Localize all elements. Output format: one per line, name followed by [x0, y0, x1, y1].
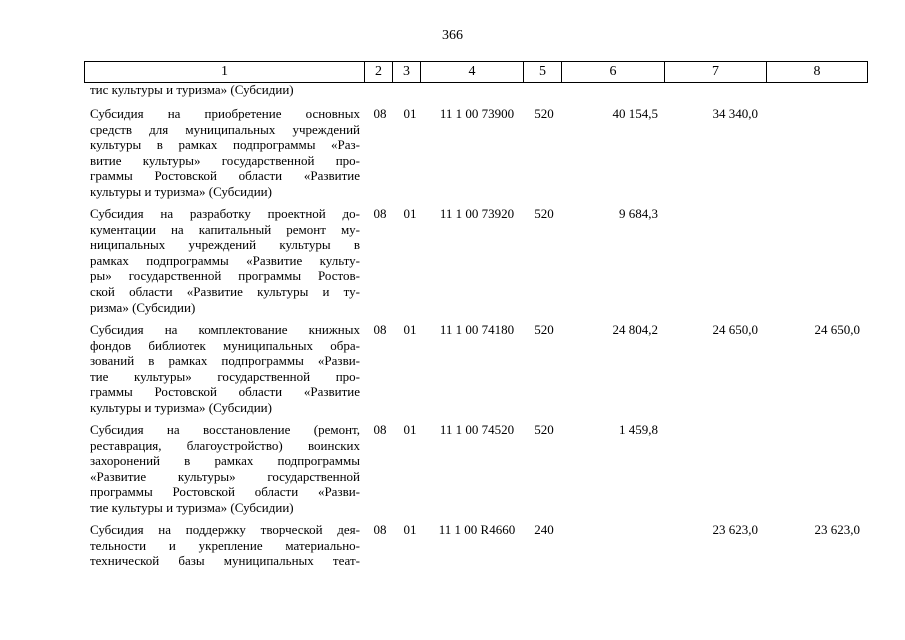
amount-column-7: 24 650,0: [712, 322, 758, 337]
column-header-3: 3: [393, 62, 421, 83]
description-line: ризма» (Субсидии): [90, 299, 196, 315]
row-description: [90, 206, 360, 315]
target-article-code: 11 1 00 74180: [439, 322, 515, 337]
amount-column-8: 24 650,0: [814, 322, 860, 337]
section-code: 08: [373, 106, 387, 121]
section-code: 08: [373, 522, 387, 537]
description-line: культуры в рамках подпрограммы «Раз-: [90, 137, 360, 153]
description-line: ниципальных учреждений культуры в: [90, 237, 360, 253]
description-line: культуры и туризма» (Субсидии): [90, 183, 272, 199]
expense-type-code: 240: [534, 522, 554, 537]
column-header-2: 2: [365, 62, 393, 83]
description-line: ской области «Развитие культуры и ту-: [90, 283, 360, 299]
description-line: зований в рамках подпрограммы «Разви-: [90, 353, 360, 369]
target-article-code: 11 1 00 73900: [439, 106, 515, 121]
target-article-code: 11 1 00 73920: [439, 206, 515, 221]
description-line: фондов библиотек муниципальных обра-: [90, 337, 360, 353]
row-description: [90, 422, 360, 516]
description-line: «Развитие культуры» государственной: [90, 468, 360, 484]
description-line: захоронений в рамках подпрограммы: [90, 453, 360, 469]
description-line: граммы Ростовской области «Развитие: [90, 384, 360, 400]
subsection-code: 01: [403, 106, 417, 121]
amount-column-8: 23 623,0: [814, 522, 860, 537]
column-header-1: 1: [85, 62, 365, 83]
amount-column-7: 23 623,0: [712, 522, 758, 537]
description-line: программы Ростовской области «Разви-: [90, 484, 360, 500]
description-line: граммы Ростовской области «Развитие: [90, 168, 360, 184]
amount-column-6: 40 154,5: [612, 106, 658, 121]
description-line: Субсидия на поддержку творческой дея-: [90, 522, 360, 537]
subsection-code: 01: [403, 422, 417, 437]
expense-type-code: 520: [534, 206, 554, 221]
subsection-code: 01: [403, 522, 417, 537]
expense-type-code: 520: [534, 106, 554, 121]
description-line: витие культуры» государственной про-: [90, 152, 360, 168]
row-description: [90, 522, 360, 569]
description-line: ры» государственной программы Ростов-: [90, 268, 360, 284]
column-header-7: 7: [665, 62, 767, 83]
column-header-4: 4: [421, 62, 524, 83]
expense-type-code: 520: [534, 422, 554, 437]
row-description: [90, 106, 360, 200]
target-article-code: 11 1 00 74520: [439, 422, 515, 437]
description-line: рамках подпрограммы «Развитие культу-: [90, 252, 360, 268]
row-description: [90, 322, 360, 416]
section-code: 08: [373, 322, 387, 337]
column-header-8: 8: [767, 62, 868, 83]
column-header-5: 5: [524, 62, 562, 83]
description-line: Субсидия на разработку проектной до-: [90, 206, 360, 221]
description-line: тие культуры» государственной про-: [90, 368, 360, 384]
column-header-table: [84, 61, 868, 83]
description-line: Субсидия на восстановление (ремонт,: [90, 422, 360, 437]
section-code: 08: [373, 422, 387, 437]
amount-column-6: 9 684,3: [619, 206, 658, 221]
description-line: Субсидия на комплектование книжных: [90, 322, 360, 337]
description-line: средств для муниципальных учреждений: [90, 121, 360, 137]
description-line: реставрация, благоустройство) воинских: [90, 437, 360, 453]
subsection-code: 01: [403, 322, 417, 337]
section-code: 08: [373, 206, 387, 221]
page-number: 366: [442, 28, 463, 43]
column-header-6: 6: [562, 62, 665, 83]
target-article-code: 11 1 00 R4660: [438, 522, 516, 537]
amount-column-6: 1 459,8: [619, 422, 658, 437]
description-line: Субсидия на приобретение основных: [90, 106, 360, 121]
amount-column-7: 34 340,0: [712, 106, 758, 121]
description-line: тельности и укрепление материально-: [90, 537, 360, 553]
description-line: кументации на капитальный ремонт му-: [90, 221, 360, 237]
expense-type-code: 520: [534, 322, 554, 337]
amount-column-6: 24 804,2: [612, 322, 658, 337]
description-line: тие культуры и туризма» (Субсидии): [90, 499, 294, 515]
subsection-code: 01: [403, 206, 417, 221]
description-line: культуры и туризма» (Субсидии): [90, 399, 272, 415]
description-line: технической базы муниципальных теат-: [90, 553, 360, 569]
continuation-text: тис культуры и туризма» (Субсидии): [90, 82, 294, 97]
